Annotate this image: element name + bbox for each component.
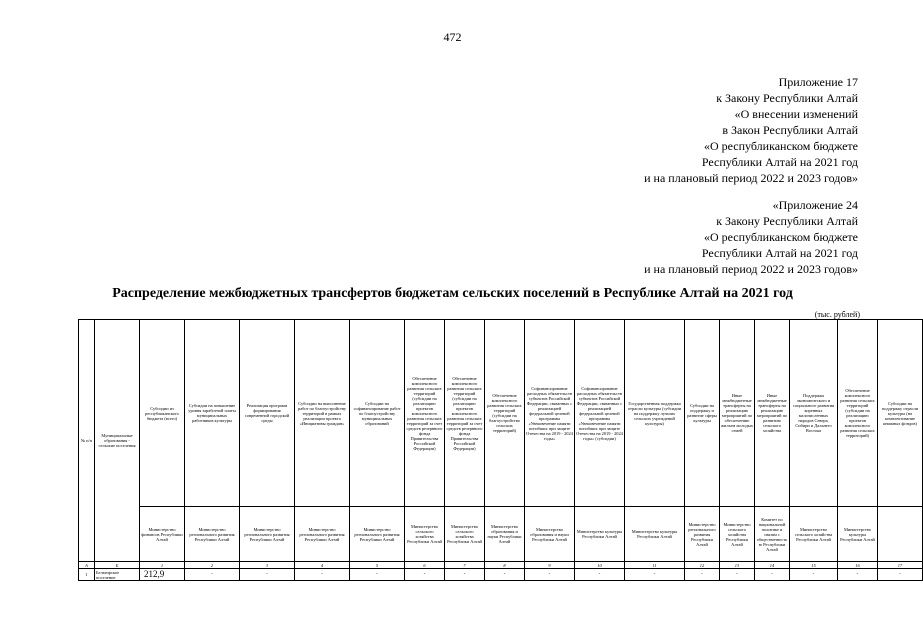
row-cell: - xyxy=(625,569,685,581)
column-number: 7 xyxy=(445,562,485,569)
header-transfer-type: Обеспечение комплексного развития сельских территорий (субсидии на благоустройство сельских территорий) xyxy=(485,320,525,507)
row-cell: - xyxy=(405,569,445,581)
document-title: Распределение межбюджетных трансфертов бюджетам сельских поселений в Республике Алтай на 2021 год xyxy=(112,286,793,301)
header-administrator: Министерство культуры Республики Алтай xyxy=(625,507,685,562)
header-transfer-type: Субсидии на поддержку и развитие сферы культуры xyxy=(685,320,720,507)
row-cell: - xyxy=(240,569,295,581)
header-administrator: Министерство регионального развития Республики Алтай xyxy=(350,507,405,562)
column-number: 12 xyxy=(685,562,720,569)
header-transfer-type: Поддержка экономического и социального развития коренных малочисленных народов Севера, Сибири и Дальнего Востока xyxy=(790,320,838,507)
row-cell: - xyxy=(790,569,838,581)
column-number: 14 xyxy=(755,562,790,569)
row-cell: - xyxy=(350,569,405,581)
row-cell: - xyxy=(685,569,720,581)
header-administrator: Министерство образования и науки Республики Алтай xyxy=(525,507,575,562)
row-municipality: Бельтирское поселение xyxy=(95,569,140,581)
column-number: 4 xyxy=(295,562,350,569)
appendix-line: Приложение 17 xyxy=(778,75,858,89)
row-cell: - xyxy=(445,569,485,581)
header-administrator: Министерство сельского хозяйства Республики Алтай xyxy=(720,507,755,562)
header-transfer-type: Субсидии на поддержку отрасли культуры (на комплектование книжных фондов) xyxy=(878,320,923,507)
header-transfer-type: Обеспечение комплексного развития сельских территорий (субсидии на реализацию проектов комплексного развития сельских территорий) xyxy=(838,320,878,507)
header-transfer-type: Иные межбюджетные трансферты на реализацию мероприятий по обеспечению жильем молодых семей xyxy=(720,320,755,507)
row-cell: - xyxy=(295,569,350,581)
header-administrator xyxy=(878,507,923,562)
appendix-line: «О республиканском бюджете xyxy=(703,139,858,153)
row-cell: - xyxy=(575,569,625,581)
column-number: 8 xyxy=(485,562,525,569)
header-administrator: Министерство сельского хозяйства Республики Алтай xyxy=(405,507,445,562)
row-cell: - xyxy=(720,569,755,581)
header-transfer-type: Субсидии на выполнение работ по благоустройству территорий в рамках реализации проекта «Инициативы граждан» xyxy=(295,320,350,507)
header-administrator: Министерство регионального развития Республики Алтай xyxy=(240,507,295,562)
row-total: 212,9 xyxy=(140,569,185,581)
appendix-line: к Закону Республики Алтай xyxy=(716,91,858,105)
header-administrator: Министерство культуры Республики Алтай xyxy=(575,507,625,562)
appendix-24-note xyxy=(644,197,858,277)
page-number: 472 xyxy=(443,30,462,44)
column-number: 5 xyxy=(350,562,405,569)
appendix-line: и на плановый период 2022 и 2023 годов» xyxy=(644,262,858,276)
header-administrator: Комитет по национальной политике и связям с общественностью Республики Алтай xyxy=(755,507,790,562)
appendix-line: «О внесении изменений xyxy=(734,107,858,121)
row-cell: - xyxy=(485,569,525,581)
column-number: Б xyxy=(95,562,140,569)
header-transfer-type: Государственная поддержка отрасли культуры (субсидии на поддержку лучших сельских учреждений культуры) xyxy=(625,320,685,507)
column-number: 1 xyxy=(140,562,185,569)
row-number: 1 xyxy=(79,569,95,581)
appendix-line: Республики Алтай на 2021 год xyxy=(701,246,858,260)
header-administrator: Министерство образования и науки Республики Алтай xyxy=(485,507,525,562)
appendix-line: Республики Алтай на 2021 год xyxy=(701,155,858,169)
appendix-line: к Закону Республики Алтай xyxy=(716,214,858,228)
column-number: 3 xyxy=(240,562,295,569)
column-number: 9 xyxy=(525,562,575,569)
table-row xyxy=(79,569,923,581)
column-number: 16 xyxy=(838,562,878,569)
header-transfer-type: Реализация программ формирования современной городской среды xyxy=(240,320,295,507)
header-transfer-type: Иные межбюджетные трансферты на реализацию мероприятий по развитию сельского хозяйства xyxy=(755,320,790,507)
administrator-row xyxy=(79,507,923,562)
appendix-line: «О республиканском бюджете xyxy=(703,230,858,244)
header-administrator: Министерство регионального развития Республики Алтай xyxy=(185,507,240,562)
column-number: 2 xyxy=(185,562,240,569)
header-total: Субсидии из республиканского бюджета (всего) xyxy=(140,320,185,507)
header-administrator: Министерство финансов Республики Алтай xyxy=(140,507,185,562)
header-administrator: Министерство регионального развития Республики Алтай xyxy=(295,507,350,562)
appendix-17-note xyxy=(644,74,858,186)
header-administrator: Министерство культуры Республики Алтай xyxy=(838,507,878,562)
column-number: 6 xyxy=(405,562,445,569)
header-row xyxy=(79,320,923,507)
column-number: 10 xyxy=(575,562,625,569)
appendix-line: и на плановый период 2022 и 2023 годов» xyxy=(644,171,858,185)
header-no: № п/п xyxy=(79,320,95,562)
column-number: 11 xyxy=(625,562,685,569)
column-number: 15 xyxy=(790,562,838,569)
transfers-table xyxy=(78,319,923,581)
header-municipality: Муниципальные образования - сельские поселения xyxy=(95,320,140,562)
header-transfer-type: Софинансирование расходных обязательств субъектов Российской Федерации, связанных с реализацией федеральной целевой программы «Увековечение памяти погибших при защите Отечества на 2019 - 2024 годы» (субсидии) xyxy=(575,320,625,507)
row-cell: - xyxy=(525,569,575,581)
column-number-row xyxy=(79,562,923,569)
column-number: А xyxy=(79,562,95,569)
header-transfer-type: Субсидии на повышение уровня заработной платы муниципальных работников культуры xyxy=(185,320,240,507)
header-administrator: Министерство сельского хозяйства Республики Алтай xyxy=(445,507,485,562)
column-number: 13 xyxy=(720,562,755,569)
header-administrator: Министерство регионального развития Республики Алтай xyxy=(685,507,720,562)
header-transfer-type: Субсидии на софинансирование работ по благоустройству муниципальных образований xyxy=(350,320,405,507)
row-cell: - xyxy=(878,569,923,581)
appendix-line: в Закон Республики Алтай xyxy=(722,123,858,137)
units-label: (тыс. рублей) xyxy=(814,310,860,319)
header-transfer-type: Обеспечение комплексного развития сельских территорий (субсидии на реализацию проектов комплексного развития сельских территорий за счет средств резервного фонда Правительства Российской Федерации) xyxy=(445,320,485,507)
appendix-line: «Приложение 24 xyxy=(772,198,858,212)
column-number: 17 xyxy=(878,562,923,569)
header-transfer-type: Обеспечение комплексного развития сельских территорий (субсидии на реализацию проектов комплексного развития сельских территорий за счет средств резервного фонда Правительства Российской Федерации) xyxy=(405,320,445,507)
row-cell: - xyxy=(185,569,240,581)
header-transfer-type: Софинансирование расходных обязательств субъектов Российской Федерации, связанных с реализацией федеральной целевой программы «Увековечение памяти погибших при защите Отечества на 2019 - 2024 годы» xyxy=(525,320,575,507)
header-administrator: Министерство сельского хозяйства Республики Алтай xyxy=(790,507,838,562)
row-cell: - xyxy=(838,569,878,581)
row-cell: - xyxy=(755,569,790,581)
